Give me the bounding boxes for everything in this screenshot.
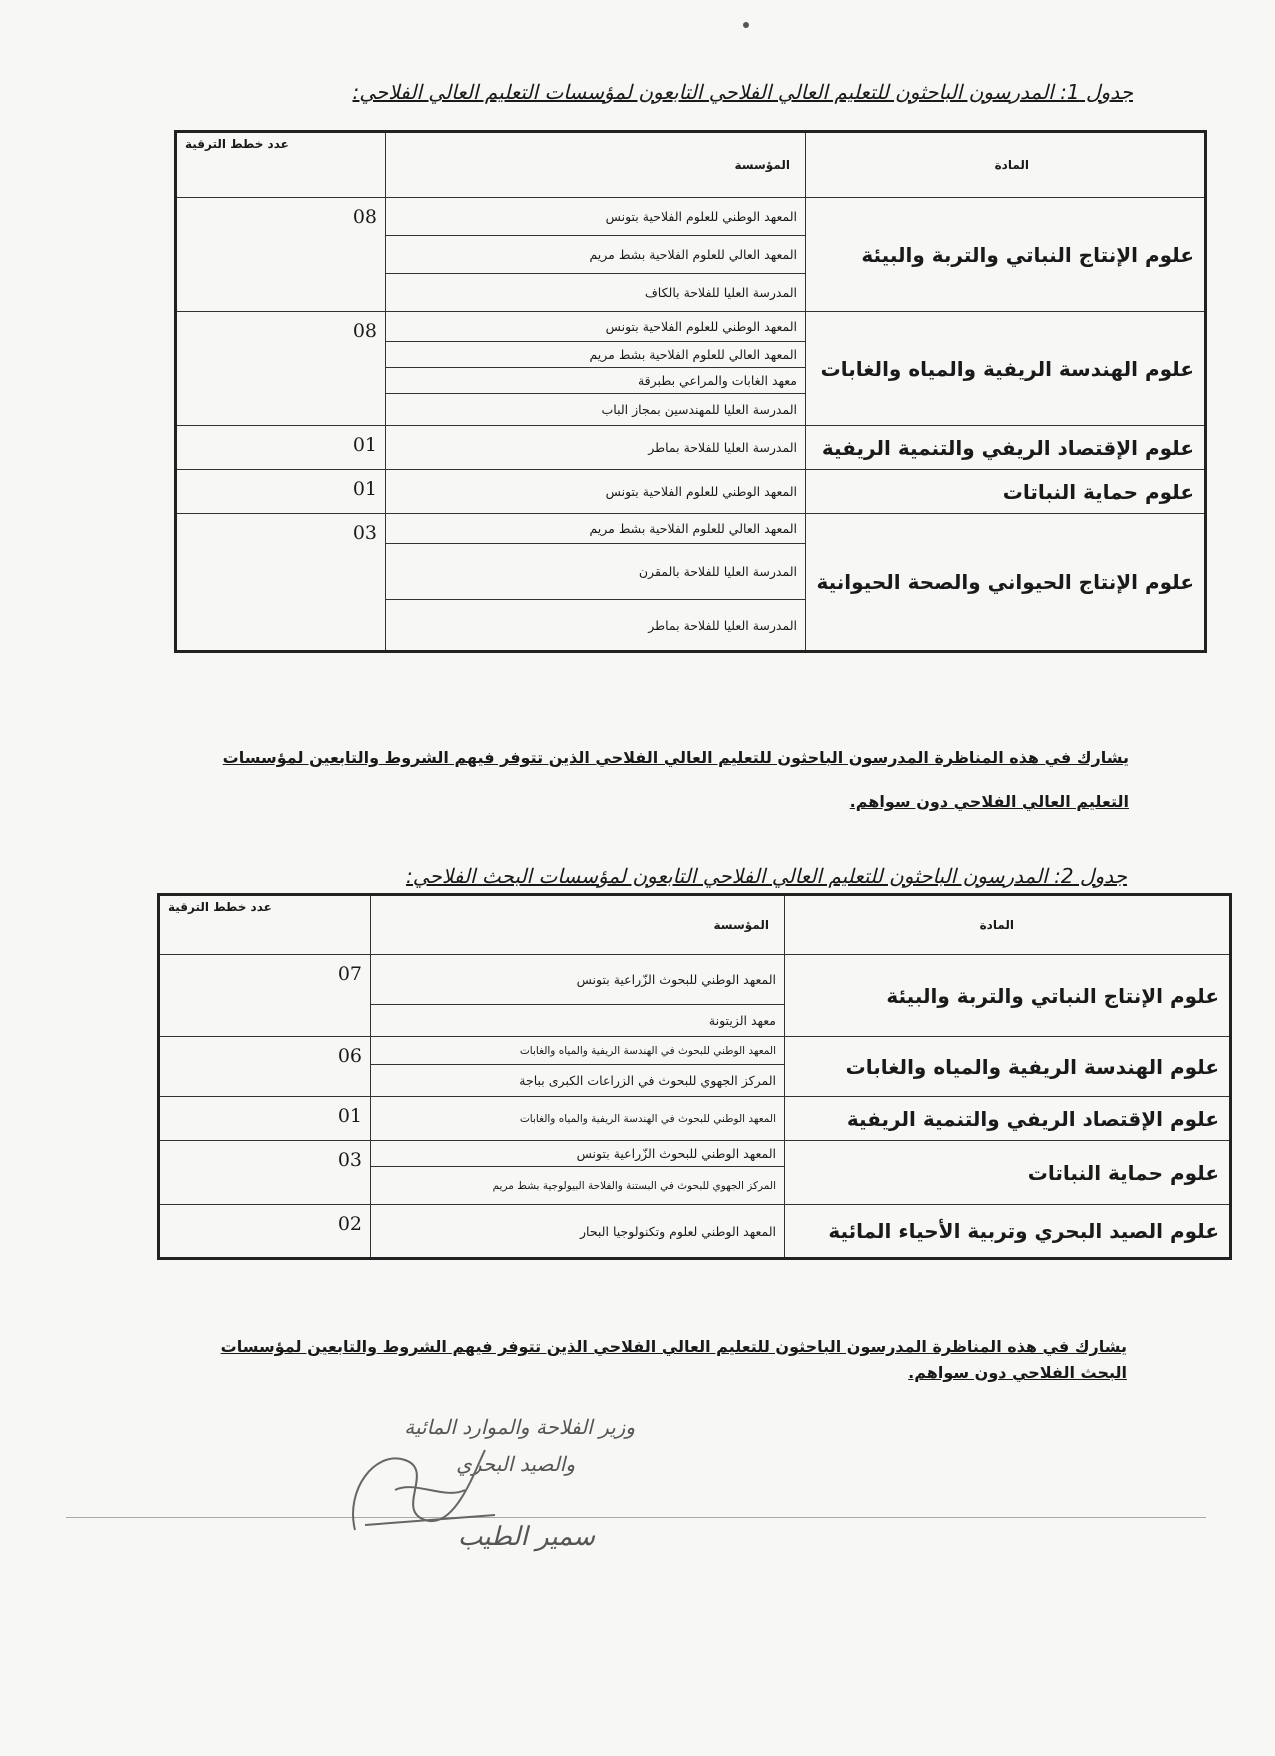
signature-title-2: والصيد البحري (456, 1452, 575, 1476)
table1-header-row (176, 132, 1206, 198)
table2 (157, 893, 1232, 1260)
table2-title: جدول 2: المدرسون الباحثون للتعليم العالي الفلاحي التابعون لمؤسسات البحث الفلاحي: (406, 864, 1127, 888)
institution-cell: المعهد الوطني للبحوث الزّراعية بتونس (371, 1141, 785, 1167)
subject-cell: علوم الإقتصاد الريفي والتنمية الريفية (785, 1097, 1231, 1141)
count-cell: 08 (176, 198, 386, 312)
institution-cell: المعهد الوطني للبحوث في الهندسة الريفية والمياه والغابات (371, 1097, 785, 1141)
divider-line (66, 1517, 1206, 1518)
table-row (176, 426, 1206, 470)
table2-header-row (159, 895, 1231, 955)
table-row (159, 1097, 1231, 1141)
count-cell: 08 (176, 312, 386, 426)
table-row (159, 955, 1231, 1005)
count-cell: 07 (159, 955, 371, 1037)
subject-cell: علوم الإنتاج النباتي والتربة والبيئة (785, 955, 1231, 1037)
table-row (176, 198, 1206, 236)
institution-cell: المدرسة العليا للفلاحة بالكاف (386, 274, 806, 312)
institution-cell: المدرسة العليا للفلاحة بماطر (386, 426, 806, 470)
count-cell: 03 (176, 514, 386, 652)
table-row (159, 1205, 1231, 1259)
institution-cell: المعهد الوطني للعلوم الفلاحية بتونس (386, 312, 806, 342)
handwritten-signature (335, 1430, 515, 1550)
institution-cell: المركز الجهوي للبحوث في البستنة والفلاحة البيولوجية بشط مريم (371, 1167, 785, 1205)
count-cell: 01 (159, 1097, 371, 1141)
subject-cell: علوم حماية النباتات (806, 470, 1206, 514)
header-institution: المؤسسة (371, 895, 785, 955)
table1 (174, 130, 1207, 653)
table-row (159, 1037, 1231, 1065)
header-count: عدد خطط الترقية (176, 132, 386, 198)
institution-cell: المعهد العالي للعلوم الفلاحية بشط مريم (386, 514, 806, 544)
institution-cell: المدرسة العليا للفلاحة بماطر (386, 600, 806, 652)
institution-cell: المعهد الوطني للبحوث الزّراعية بتونس (371, 955, 785, 1005)
table1-title: جدول 1: المدرسون الباحثون للتعليم العالي الفلاحي التابعون لمؤسسات التعليم العالي الفلاحي: (352, 80, 1133, 104)
institution-cell: المدرسة العليا للفلاحة بالمقرن (386, 544, 806, 600)
subject-cell: علوم الإنتاج الحيواني والصحة الحيوانية (806, 514, 1206, 652)
institution-cell: المعهد الوطني للبحوث في الهندسة الريفية والمياه والغابات (371, 1037, 785, 1065)
page-mark (743, 22, 749, 28)
subject-cell: علوم الصيد البحري وتربية الأحياء المائية (785, 1205, 1231, 1259)
subject-cell: علوم الهندسة الريفية والمياه والغابات (806, 312, 1206, 426)
count-cell: 03 (159, 1141, 371, 1205)
institution-cell: معهد الغابات والمراعي بطبرقة (386, 368, 806, 394)
table1-note: يشارك في هذه المناظرة المدرسون الباحثون للتعليم العالي الفلاحي الذين تتوفر فيهم الشروط والتابعين لمؤسسات التعليم العالي الفلاحي دون سواهم. (222, 748, 1129, 811)
count-cell: 01 (176, 426, 386, 470)
subject-cell: علوم حماية النباتات (785, 1141, 1231, 1205)
count-cell: 01 (176, 470, 386, 514)
institution-cell: المعهد العالي للعلوم الفلاحية بشط مريم (386, 236, 806, 274)
table-row (176, 470, 1206, 514)
institution-cell: المعهد العالي للعلوم الفلاحية بشط مريم (386, 342, 806, 368)
table2-note: يشارك في هذه المناظرة المدرسون الباحثون للتعليم العالي الفلاحي الذين تتوفر فيهم الشروط والتابعين لمؤسسات البحث الفلاحي دون سواهم. (220, 1337, 1127, 1382)
institution-cell: المعهد الوطني للعلوم الفلاحية بتونس (386, 198, 806, 236)
institution-cell: معهد الزيتونة (371, 1005, 785, 1037)
table-row (159, 1141, 1231, 1167)
institution-cell: المدرسة العليا للمهندسين بمجاز الباب (386, 394, 806, 426)
table-row (176, 312, 1206, 342)
institution-cell: المعهد الوطني لعلوم وتكنولوجيا البحار (371, 1205, 785, 1259)
count-cell: 06 (159, 1037, 371, 1097)
subject-cell: علوم الإقتصاد الريفي والتنمية الريفية (806, 426, 1206, 470)
institution-cell: المركز الجهوي للبحوث في الزراعات الكبرى بباجة (371, 1065, 785, 1097)
signature-title-1: وزير الفلاحة والموارد المائية (404, 1415, 635, 1439)
signature-name: سمير الطيب (457, 1522, 595, 1552)
subject-cell: علوم الإنتاج النباتي والتربة والبيئة (806, 198, 1206, 312)
header-subject: المادة (785, 895, 1231, 955)
table-row (176, 514, 1206, 544)
header-subject: المادة (806, 132, 1206, 198)
subject-cell: علوم الهندسة الريفية والمياه والغابات (785, 1037, 1231, 1097)
count-cell: 02 (159, 1205, 371, 1259)
header-institution: المؤسسة (386, 132, 806, 198)
header-count: عدد خطط الترقية (159, 895, 371, 955)
institution-cell: المعهد الوطني للعلوم الفلاحية بتونس (386, 470, 806, 514)
